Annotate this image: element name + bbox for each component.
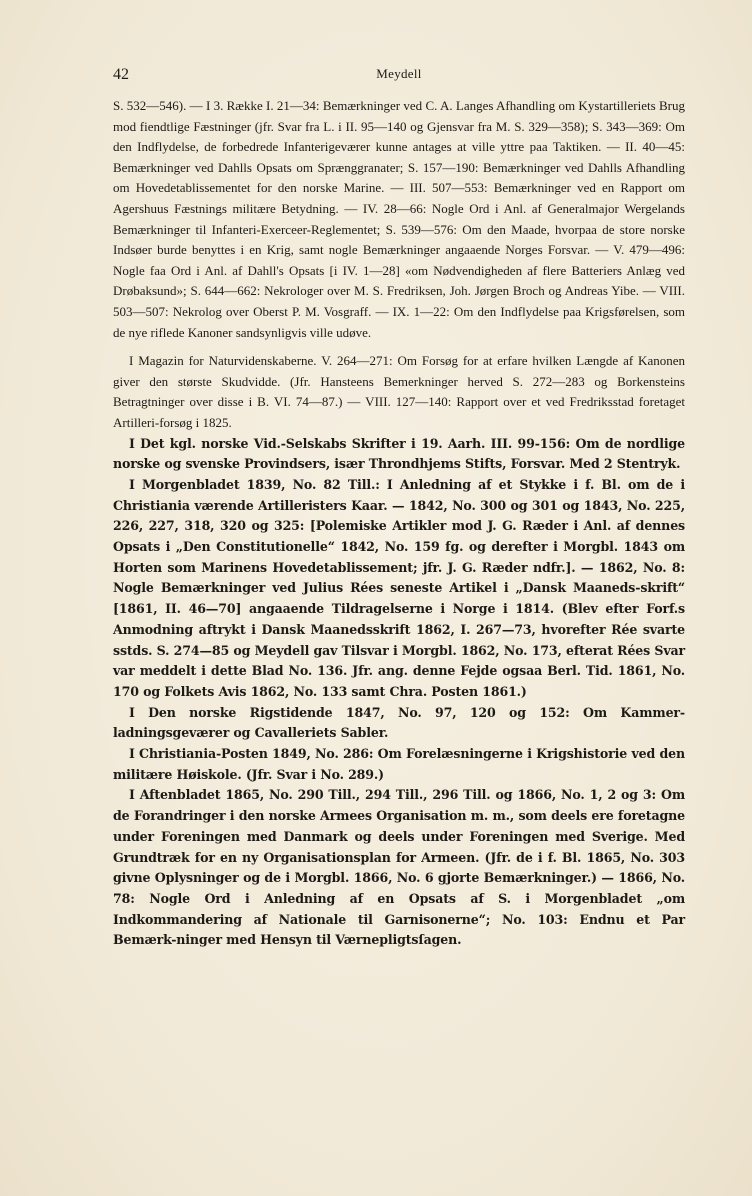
bibliography-paragraph-vid-selskab: I Det kgl. norske Vid.-Selskabs Skrifter i 19. Aarh. III. 99-156: Om de nordlige norske og svenske Provindsers, især Throndhjems Stifts, Forsvar. Med 2 Stentryk.: [113, 435, 685, 472]
bibliography-paragraph-aftenbladet: I Aftenbladet 1865, No. 290 Till., 294 Till., 296 Till. og 1866, No. 1, 2 og 3: Om de Forandringer i den norske Armees Organisation m. m., som deels ere foretagne under Foreningen med Danmark og deels under Foreningen med Sverige. Med Grundtræk for en ny Organisationsplan for Armeen. (Jfr. de i f. Bl. 1865, No. 303 givne Oplysninger og de i Morgbl. 1866, No. 6 gjorte Bemærkninger.) — 1866, No. 78: Nogle Ord i Anledning af en Opsats af S. i Morgenbladet „om Indkommandering af Nationale til Garnisonerne“; No. 103: Endnu et Par Bemærk-ninger med Hensyn til Værnepligtsſagen.: [113, 787, 685, 948]
page-body: [113, 96, 685, 951]
bibliography-paragraph-military-journal: S. 532—546). — I 3. Række I. 21—34: Bemærkninger ved C. A. Langes Afhandling om Kystartilleriets Brug mod fiendtlige Fæstninger (jfr. Svar fra L. i II. 95—140 og Gjensvar fra M. S. 329—358); S. 343—369: Om den Indflydelse, de forbedrede Infanterigeværer kunne antages at ville yttre paa Taktiken. — II. 40—45: Bemærkninger ved Dahlls Opsats om Sprænggranater; S. 157—190: Bemærkninger ved Dahlls Afhandling om Hovedetablissementet for den norske Marine. — III. 507—553: Bemærkninger ved en Rapport om Agershuus Fæstnings militære Betydning. — IV. 28—66: Nogle Ord i Anl. af Generalmajor Wergelands Bemærkninger til Infanteri-Exerceer-Reglementet; S. 539—576: Om den Maade, hvorpaa de store norske Indsøer burde benyttes i en Krig, samt nogle Bemærkninger angaaende Norges Forsvar. — V. 479—496: Nogle faa Ord i Anl. af Dahll's Opsats [i IV. 1—28] «om Nødvendigheden af flere Batteriers Anlæg ved Drøbaksund»; S. 644—662: Nekrologer over M. S. Fredriksen, Joh. Jørgen Broch og Andreas Yibe. — VIII. 503—507: Nekrolog over Oberst P. M. Vosgraff. — IX. 1—22: Om den Indflydelse paa Krigsførelsen, som de nye riflede Kanoner sandsynligvis ville udøve.: [113, 98, 685, 340]
running-head: Meydell: [376, 66, 422, 81]
bibliography-paragraph-rigstidende: I Den norske Rigstidende 1847, No. 97, 120 og 152: Om Kammer-ladningsgeværer og Cavalleriets Sabler.: [113, 704, 685, 741]
page-number: 42: [113, 66, 129, 83]
bibliography-paragraph-magazin: I Magazin for Naturvidenskaberne. V. 264—271: Om Forsøg for at erfare hvilken Længde af Kanonen giver den største Skudvidde. (Jfr. Hansteens Bemerkninger herved S. 272—283 og Borkensteins Betragtninger over disse i B. VI. 74—87.) — VIII. 127—140: Rapport over et ved Fredriksstad foretaget Artilleri-forsøg i 1825.: [113, 353, 685, 430]
bibliography-paragraph-christiania-posten: I Christiania-Posten 1849, No. 286: Om Forelæsningerne i Krigshistorie ved den militære Høiskole. (Jfr. Svar i No. 289.): [113, 746, 685, 782]
bibliography-paragraph-morgenbladet: I Morgenbladet 1839, No. 82 Till.: I Anledning af et Stykke i f. Bl. om de i Christiania værende Artilleristers Kaar. — 1842, No. 300 og 301 og 1843, No. 225, 226, 227, 318, 320 og 325: [Polemiske Artikler mod J. G. Ræder i Anl. af dennes Opsats i „Den Constitutionelle“ 1842, No. 159 fg. og derefter i Morgbl. 1843 om Horten som Marinens Hovedetablissement; jfr. J. G. Ræder ndfr.]. — 1862, No. 8: Nogle Bemærkninger ved Julius Rées seneste Artikel i „Dansk Maaneds-skrift“ [1861, II. 46—70] angaaende Tildragelserne i Norge i 1814. (Blev efter Forf.s Anmodning aftrykt i Dansk Maanedsskrift 1862, I. 267—73, hvorefter Rée svarte sstds. S. 274—85 og Meydell gav Tilsvar i Morgbl. 1862, No. 173, efterat Rées Svar var meddelt i dette Blad No. 136. Jfr. ang. denne Fejde ogsaa Berl. Tid. 1861, No. 170 og Folkets Avis 1862, No. 133 samt Chra. Posten 1861.): [113, 476, 685, 699]
page-header: [113, 66, 685, 88]
